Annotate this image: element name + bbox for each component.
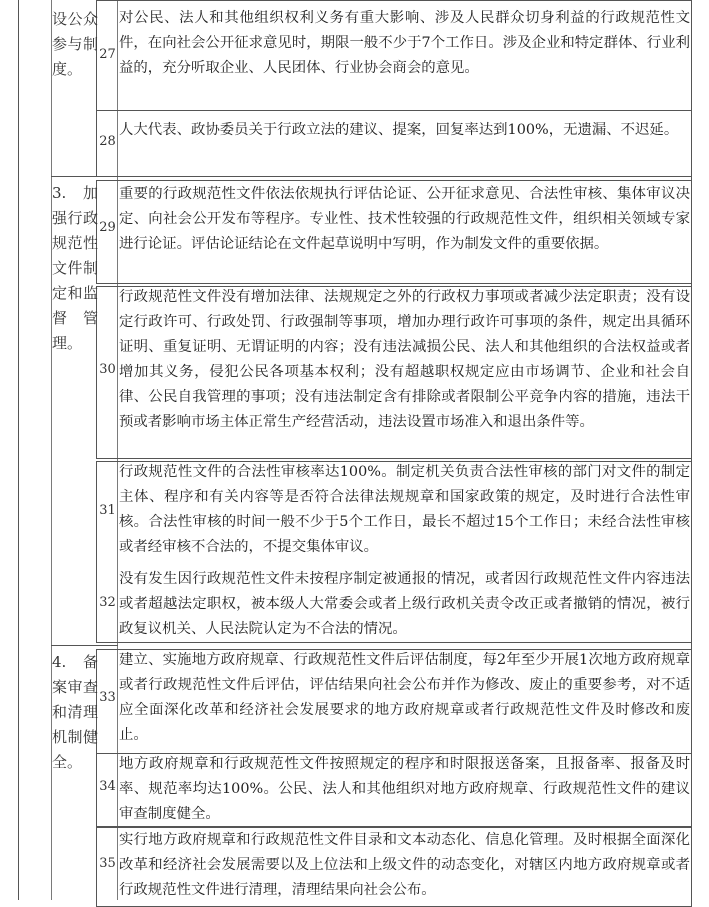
item-text: 人大代表、政协委员关于行政立法的建议、提案，回复率达到100%，无遗漏、不迟延。: [119, 122, 679, 138]
table-left-border: [18, 0, 19, 900]
item-number: 30: [99, 362, 116, 377]
item-text: 行政规范性文件的合法性审核率达100%。制定机关负责合法性审核的部门对文件的制定主体、程序和有关内容等是否符合法律法规规章和国家政策的规定，及时进行合法性审核。合法性审核的时间一般不少于5个工作日，最长不超过15个工作日；未经合法性审核或者经审核不合法的，不提交集体审议。: [119, 464, 690, 555]
item-number: 28: [99, 134, 116, 149]
item-number: 34: [99, 779, 116, 794]
item-text: 行政规范性文件没有增加法律、法规规定之外的行政权力事项或者减少法定职责；没有设定行政许可、行政处罚、行政强制等事项，增加办理行政许可事项的条件，规定出具循环证明、重复证明、无谓证明的内容；没有违法减损公民、法人和其他组织的合法权益或者增加其义务，侵犯公民各项基本权利；没有超越职权规定应由市场调节、企业和社会自律、公民自我管理的事项；没有违法制定含有排除或者限制公平竞争内容的措施，违法干预或者影响市场主体正常生产经营活动，违法设置市场准入和退出条件等。: [119, 289, 690, 430]
item-number: 33: [99, 690, 116, 705]
category-label: 4. 备案审查和清理机制健全。: [52, 653, 98, 771]
item-number: 31: [99, 503, 116, 518]
item-number: 27: [99, 47, 116, 62]
item-text: 地方政府规章和行政规范性文件按照规定的程序和时限报送备案，且报备率、报备及时率、规范率均达100%。公民、法人和其他组织对地方政府规章、行政规范性文件的建议审查制度健全。: [119, 756, 690, 822]
item-number: 32: [99, 595, 116, 610]
item-text: 没有发生因行政规范性文件未按程序制定被通报的情况，或者因行政规范性文件内容违法或者超越法定职权，被本级人大常委会或者上级行政机关责令改正或者撤销的情况，被行政复议机关、人民法院认定为不合法的情况。: [119, 571, 690, 637]
item-text: 实行地方政府规章和行政规范性文件目录和文本动态化、信息化管理。及时根据全面深化改革和经济社会发展需要以及上位法和上级文件的动态变化，对辖区内地方政府规章或者行政规范性文件进行清理，清理结果向社会公布。: [119, 832, 690, 898]
item-text: 对公民、法人和其他组织权利义务有重大影响、涉及人民群众切身利益的行政规范性文件，在向社会公开征求意见时，期限一般不少于7个工作日。涉及企业和特定群体、行业利益的，充分听取企业、人民团体、行业协会商会的意见。: [119, 10, 690, 76]
item-text: 建立、实施地方政府规章、行政规范性文件后评估制度，每2年至少开展1次地方政府规章或者行政规范性文件后评估，评估结果向社会公布并作为修改、废止的重要参考，对不适应全面深化改革和经济社会发展要求的地方政府规章或者行政规范性文件及时修改和废止。: [119, 652, 690, 743]
item-number: 35: [99, 856, 116, 871]
category-label: 3. 加强行政规范性文件制定和监督管理。: [52, 184, 98, 352]
item-number: 29: [99, 220, 116, 235]
category-divider: [51, 645, 118, 646]
category-label: 设公众参与制度。: [52, 10, 98, 78]
item-text: 重要的行政规范性文件依法依规执行评估论证、公开征求意见、合法性审核、集体审议决定、向社会公开发布等程序。专业性、技术性较强的行政规范性文件，组织相关领域专家进行论证。评估论证结论在文件起草说明中写明，作为制发文件的重要依据。: [119, 186, 690, 252]
